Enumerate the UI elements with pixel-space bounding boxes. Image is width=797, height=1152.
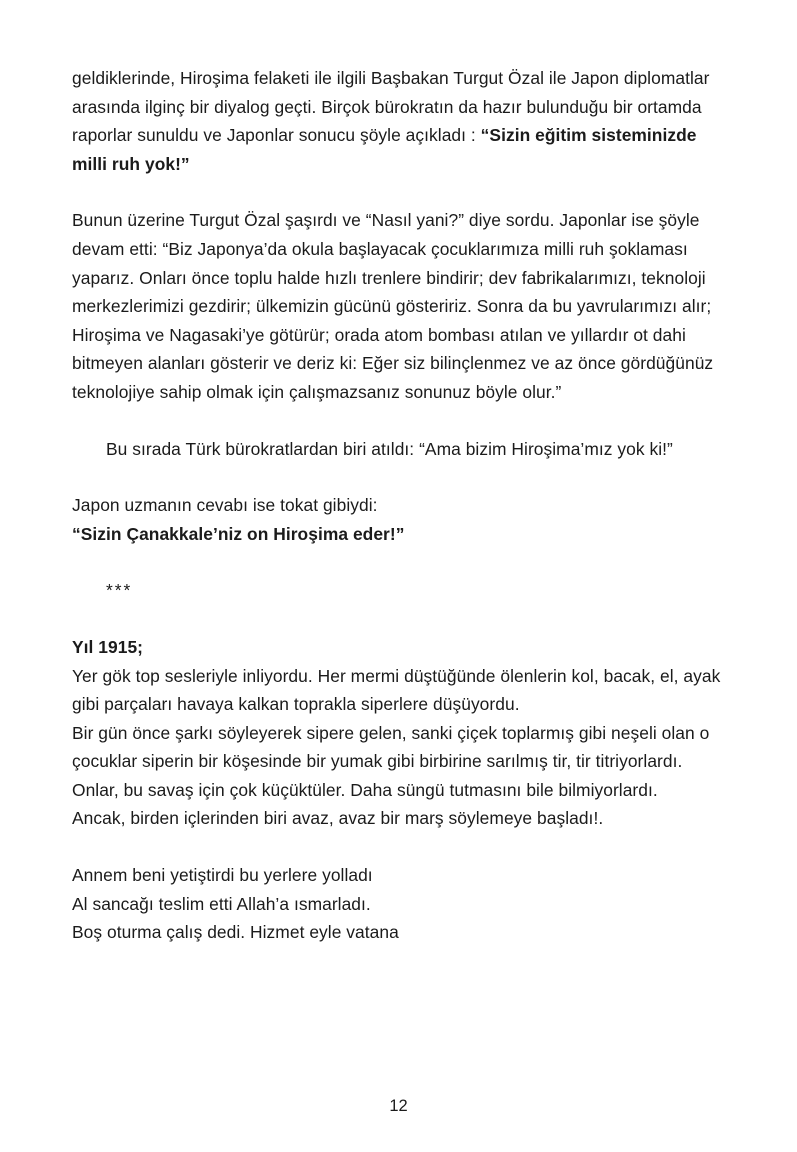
paragraph-children-trench: Bir gün önce şarkı söyleyerek sipere gelen, sanki çiçek toplarmış gibi neşeli olan o çocuklar siperin bir köşesinde bir yumak gibi birbirine sarılmış tir, tir titriyorlardı.: [72, 722, 710, 772]
spacer: [72, 548, 727, 576]
page-body: [72, 64, 727, 947]
paragraph-canakkale-quote: “Sizin Çanakkale’niz on Hiroşima eder!”: [72, 523, 405, 544]
paragraph-intro: [72, 64, 727, 178]
heading-year: Yıl 1915;: [72, 636, 144, 657]
spacer: [72, 833, 727, 861]
paragraph-japanese-answer: Bunun üzerine Turgut Özal şaşırdı ve “Nasıl yani?” diye sordu. Japonlar ise şöyle devam etti: “Biz Japonya’da okula başlayacak çocuklarımıza milli ruh şoklaması yaparız. Onları önce toplu halde hızlı trenlere bindirir; dev fabrikalarımızı, teknoloji merkezlerimizi gezdirir; ülkemizin gücünü gösteririz. Sonra da bu yavrularımızı alır; Hiroşima ve Nagasaki’ye götürür; orada atom bombası atılan ve yıllardır ot dahi bitmeyen alanları gösterir ve deriz ki: Eğer siz bilinçlenmez ve az önce gördüğünüz teknolojiye sahip olmak için çalışmazsanız sonunuz böyle olur.”: [72, 210, 714, 402]
spacer: [72, 178, 727, 206]
song-line-1: Annem beni yetiştirdi bu yerlere yolladı: [72, 865, 373, 886]
paragraph-intro-text: geldiklerinde, Hiroşima felaketi ile ilgili Başbakan Turgut Özal ile Japon diplomatlar arasında ilginç bir diyalog geçti. Birçok bürokratın da hazır bulunduğu bir ortamda raporlar sunuldu ve Japonlar sonucu şöyle açıkladı :: [72, 68, 710, 146]
song-line-3: Boş oturma çalış dedi. Hizmet eyle vatana: [72, 922, 399, 943]
paragraph-too-young: Onlar, bu savaş için çok küçüktüler. Daha süngü tutmasını bile bilmiyorlardı.: [72, 779, 658, 800]
paragraph-bureaucrat: Bu sırada Türk bürokratlardan biri atıldı: “Ama bizim Hiroşima’mız yok ki!”: [106, 438, 673, 459]
paragraph-battlefield: Yer gök top sesleriyle inliyordu. Her mermi düştüğünde ölenlerin kol, bacak, el, ayak gibi parçaları havaya kalkan toprakla siperlere düşüyordu.: [72, 665, 721, 715]
paragraph-expert-reply: Japon uzmanın cevabı ise tokat gibiydi:: [72, 495, 378, 516]
song-line-2: Al sancağı teslim etti Allah’a ısmarladı.: [72, 893, 371, 914]
paragraph-march-begins: Ancak, birden içlerinden biri avaz, avaz bir marş söylemeye başladı!.: [72, 808, 604, 829]
spacer: [72, 407, 727, 435]
paragraph-intro-quote: “Sizin eğitim sisteminizde milli ruh yok!”: [72, 125, 697, 174]
spacer: [72, 463, 727, 491]
page-number: 12: [389, 1097, 408, 1115]
spacer: [72, 605, 727, 633]
section-divider-asterisks: ***: [106, 580, 133, 601]
